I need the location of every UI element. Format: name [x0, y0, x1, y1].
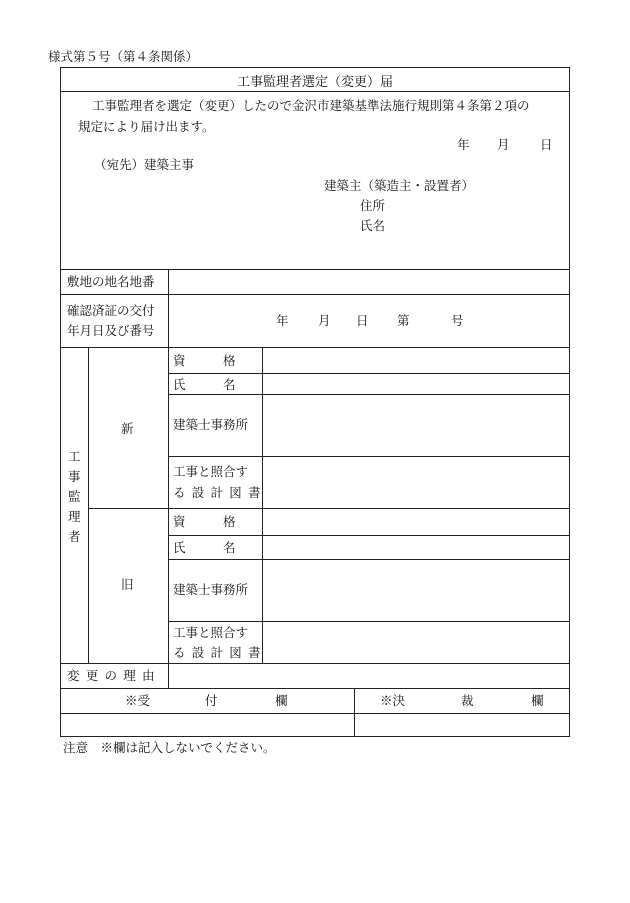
old-label: 旧	[121, 577, 134, 592]
new-design-label-2: る設計図書	[173, 485, 267, 500]
new-label: 新	[121, 421, 134, 436]
label-column-divider	[168, 269, 169, 663]
old-name-value[interactable]	[266, 540, 564, 556]
new-design-value[interactable]	[266, 462, 564, 502]
old-office-label: 建築士事務所	[173, 582, 249, 597]
submit-date-day: 日	[540, 137, 553, 152]
receipt-mark: ※受	[125, 693, 151, 708]
reason-label: 変更の理由	[67, 668, 161, 683]
receipt-stamp-box	[62, 715, 352, 735]
confirmation-go: 号	[451, 313, 464, 328]
new-qualification-label: 資 格	[173, 353, 236, 368]
new-name-label: 氏 名	[173, 377, 236, 392]
decision-stamp-box	[356, 715, 568, 735]
old-office-value[interactable]	[266, 565, 564, 615]
supervisor-group-label: 工 事 監 理 者	[68, 449, 81, 544]
old-design-value[interactable]	[266, 626, 564, 658]
form-title: 工事監理者選定（変更）届	[236, 75, 393, 90]
form-number: 様式第５号（第４条関係）	[48, 49, 199, 64]
note: 注意 ※欄は記入しないでください。	[63, 740, 276, 755]
confirmation-year: 年	[276, 313, 289, 328]
applicant-address-label: 住所	[360, 198, 386, 213]
confirmation-month: 月	[318, 313, 331, 328]
decision-mark: ※決	[380, 693, 406, 708]
site-value[interactable]	[172, 276, 562, 290]
applicant-label: 建築主（築造主・設置者）	[324, 178, 475, 193]
decision-char-2: 裁	[461, 693, 474, 708]
decision-char-3: 欄	[531, 693, 544, 708]
submit-date-month: 月	[497, 137, 510, 152]
addressee: （宛先）建築主事	[94, 157, 195, 172]
title-divider	[60, 91, 570, 92]
confirmation-dai: 第	[397, 313, 410, 328]
receipt-char-3: 欄	[275, 693, 288, 708]
intro-line-1: 工事監理者を選定（変更）したので金沢市建築基準法施行規則第４条第２項の	[92, 98, 530, 113]
old-name-label: 氏 名	[173, 540, 236, 555]
old-qualification-label: 資 格	[173, 514, 236, 529]
site-label: 敷地の地名地番	[67, 274, 155, 289]
old-design-label-2: る設計図書	[173, 645, 267, 660]
reason-value[interactable]	[172, 668, 562, 684]
old-design-label-1: 工事と照合す	[173, 625, 249, 640]
receipt-char-2: 付	[205, 693, 218, 708]
new-name-value[interactable]	[266, 377, 564, 393]
applicant-name-label: 氏名	[360, 218, 386, 233]
new-office-label: 建築士事務所	[173, 417, 249, 432]
new-office-value[interactable]	[266, 400, 564, 450]
old-qualification-value[interactable]	[266, 514, 564, 530]
confirmation-label-1: 確認済証の交付	[67, 303, 155, 318]
confirmation-label-2: 年月日及び番号	[67, 323, 155, 338]
new-design-label-1: 工事と照合す	[173, 464, 249, 479]
new-qualification-value[interactable]	[266, 353, 564, 369]
new-old-divider	[88, 508, 570, 509]
group-column-divider	[88, 347, 89, 663]
intro-line-2: 規定により届け出ます。	[78, 119, 215, 134]
confirmation-day: 日	[356, 313, 369, 328]
submit-date-year: 年	[457, 137, 470, 152]
